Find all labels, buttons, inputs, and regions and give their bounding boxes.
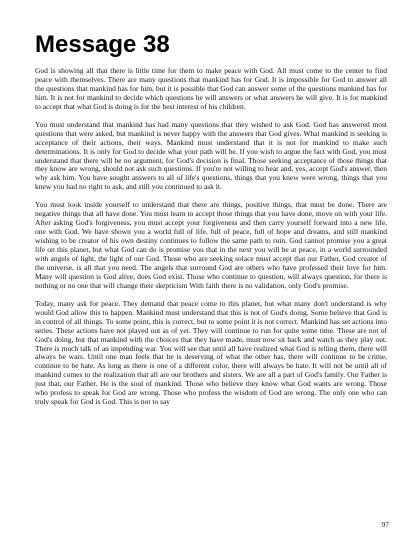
document-body [35, 67, 387, 416]
page-title: Message 38 [35, 31, 170, 58]
page-number: 97 [381, 520, 389, 529]
paragraph-1: God is showing all that there is little time for them to make peace with God. All must come to the center to find peace with themselves. There are many questions that mankind has for God. It is impossible for God to answer all the questions that mankind has for him, but it is possible that God can answer some of the questions mankind has for him. It is not for mankind to decide which questions he will answers or what answers he will give. It is for mankind to accept that what God is doing is for the best interest of his children. [35, 66, 387, 111]
paragraph-3: You must look inside yourself to understand that there are things, positive things, that must be done. There are negative things that all have done. You must learn to accept those things that you have done, move on with your life. After asking God's forgiveness, you must accept your forgiveness and then carry yourself forward into a new life, one with God. We have shown you a world full of life, full of peace, full of hope and dreams, and still mankind wishing to be creator of his own destiny continues to follow the same path to ruin. God cannot promise you a great life on this planet, but what God can do is promise you that in the next you will be at peace, in a world surrounded with angels of light, the light of our God. Those who are seeking solace must accept that our Father, God creator of the universe, is all that you need. The angels that surround God are others who have professed their love for him. Many will question is God alive, does God exist. Those who continue to question, will always question, for there is nothing or no one that will change their skepticism With faith there is no validation, only God's promise. [35, 200, 387, 290]
paragraph-2: You must understand that mankind has had many questions that they wished to ask God. God has answered most questions that were asked, but mankind is never happy with the answers that God gives. What mankind is seeking is acceptance of their actions, their ways. Mankind must understand that it is not for mankind to make such determinations. It is only for God to decide what your path will be. If you wish to argue the fact with God, you must understand that there will be no argument, for God's decision is final. Those seeking acceptance of those things that they know are wrong, should not ask such questions. If you're not willing to hear and, yes, accept God's answer, then why ask him. You have sought answers to all of life's questions, things that you knew were wrong, things that you knew you had no right to ask, and still you continued to ask it. [35, 119, 387, 192]
paragraph-4: Today, many ask for peace. They demand that peace come to this planet, but what many don't understand is why would God allow this to happen. Mankind must understand that this is not of God's doing. Some believe that God is in control of all things. To some point, this is correct, but to some point it is not correct. Mankind has set actions into series. These actions have not played out as of yet. They will continue to run for quite some time. These are not of God's doing, but that mankind with the choices that they have made, must now sit back and watch as they play out. There is much talk of an impending war. You will see that until all have realized what God is telling them, there will always be wars. Until one man feels that he is deserving of what the other has, there will continue to be crime, continue to be hate. As long as there is one of a different color, there will always be hate. It will not be until all of mankind comes to the realization that all are our brothers and sisters. We are all a part of God's family. Our Father is just that, our Father. He is the soul of mankind. Those who believe they know what God wants are wrong. Those who profess to speak for God are wrong. Those who profess the wisdom of God are wrong. The only one who can truly speak for God is God. This is not to say [35, 298, 387, 407]
